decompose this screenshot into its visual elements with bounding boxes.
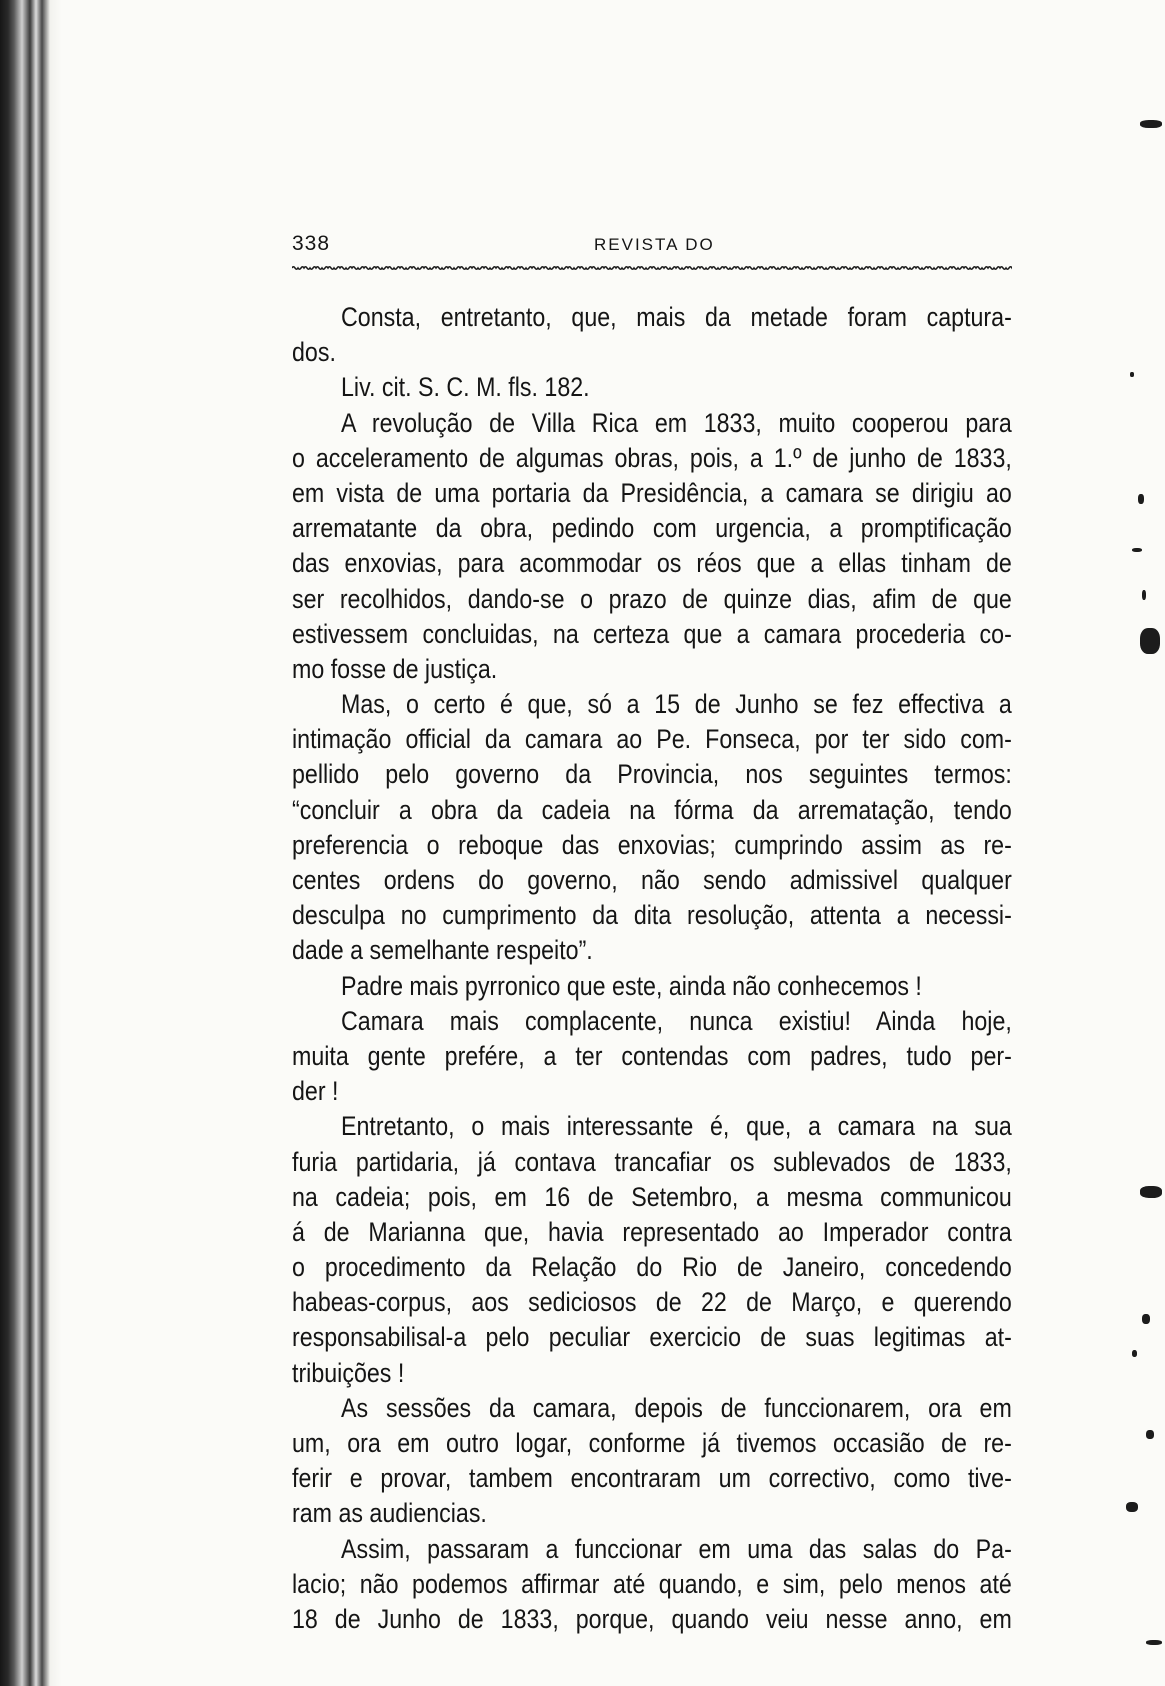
header-wavy-rule	[292, 265, 1012, 271]
page-binding-edge	[0, 0, 62, 1686]
text-line: Assim, passaram a funccionar em uma das salas do Pa-	[341, 1533, 1012, 1564]
text-line: der !	[292, 1076, 339, 1107]
text-line: A revolução de Villa Rica em 1833, muito cooperou para	[341, 407, 1012, 438]
text-line: intimação official da camara ao Pe. Fonseca, por ter sido com-	[292, 724, 1012, 755]
text-line: estivessem concluidas, na certeza que a camara procederia co-	[292, 618, 1012, 649]
text-line: dos.	[292, 337, 336, 368]
text-line: “concluir a obra da cadeia na fórma da arrematação, tendo	[292, 794, 1012, 825]
text-line: pellido pelo governo da Provincia, nos seguintes termos:	[292, 759, 1012, 790]
text-line: á de Marianna que, havia representado ao Imperador contra	[292, 1216, 1012, 1247]
text-line: As sessões da camara, depois de funccionarem, ora em	[341, 1392, 1012, 1423]
text-line: tribuições !	[292, 1357, 405, 1388]
text-line: responsabilisal-a pelo peculiar exercicio de suas legitimas at-	[292, 1322, 1012, 1353]
text-line: dade a semelhante respeito”.	[292, 935, 593, 966]
text-line: na cadeia; pois, em 16 de Setembro, a mesma communicou	[292, 1181, 1012, 1212]
running-head: REVISTA DO	[594, 235, 715, 254]
text-line: Entretanto, o mais interessante é, que, a camara na sua	[341, 1111, 1012, 1142]
text-line: arrematante da obra, pedindo com urgencia, a promptificação	[292, 513, 1012, 544]
text-line: mo fosse de justiça.	[292, 653, 498, 684]
text-line: ferir e provar, tambem encontraram um correctivo, como tive-	[292, 1463, 1012, 1494]
text-line: Mas, o certo é que, só a 15 de Junho se fez effectiva a	[341, 689, 1012, 720]
text-line: lacio; não podemos affirmar até quando, e sim, pelo menos até	[292, 1568, 1012, 1599]
page-number: 338	[292, 232, 331, 255]
text-line: o acceleramento de algumas obras, pois, a 1.º de junho de 1833,	[292, 442, 1012, 473]
text-line: ram as audiencias.	[292, 1498, 487, 1529]
text-line: preferencia o reboque das enxovias; cumprindo assim as re-	[292, 829, 1012, 860]
text-line: muita gente prefére, a ter contendas com padres, tudo per-	[292, 1040, 1012, 1071]
text-line: furia partidaria, já contava trancafiar os sublevados de 1833,	[292, 1146, 1012, 1177]
text-line: habeas-corpus, aos sediciosos de 22 de Março, e querendo	[292, 1287, 1012, 1318]
body-text	[292, 300, 1012, 1637]
text-line: das enxovias, para acommodar os réos que a ellas tinham de	[292, 548, 1012, 579]
text-line: em vista de uma portaria da Presidência, a camara se dirigiu ao	[292, 477, 1012, 508]
text-line: um, ora em outro logar, conforme já tivemos occasião de re-	[292, 1428, 1012, 1458]
text-line: Liv. cit. S. C. M. fls. 182.	[341, 372, 590, 403]
text-line: Consta, entretanto, que, mais da metade foram captura-	[341, 302, 1012, 332]
page-header	[292, 232, 1012, 262]
text-line: desculpa no cumprimento da dita resolução, attenta a necessi-	[292, 900, 1012, 931]
text-line: o procedimento da Relação do Rio de Janeiro, concedendo	[292, 1252, 1012, 1283]
text-line: centes ordens do governo, não sendo admissivel qualquer	[292, 865, 1012, 895]
margin-specks	[1118, 0, 1165, 1686]
text-line: ser recolhidos, dando-se o prazo de quinze dias, afim de que	[292, 583, 1012, 614]
text-line: Camara mais complacente, nunca existiu! Ainda hoje,	[341, 1005, 1012, 1036]
text-line: 18 de Junho de 1833, porque, quando veiu nesse anno, em	[292, 1603, 1012, 1634]
text-line: Padre mais pyrronico que este, ainda não conhecemos !	[341, 970, 922, 1001]
